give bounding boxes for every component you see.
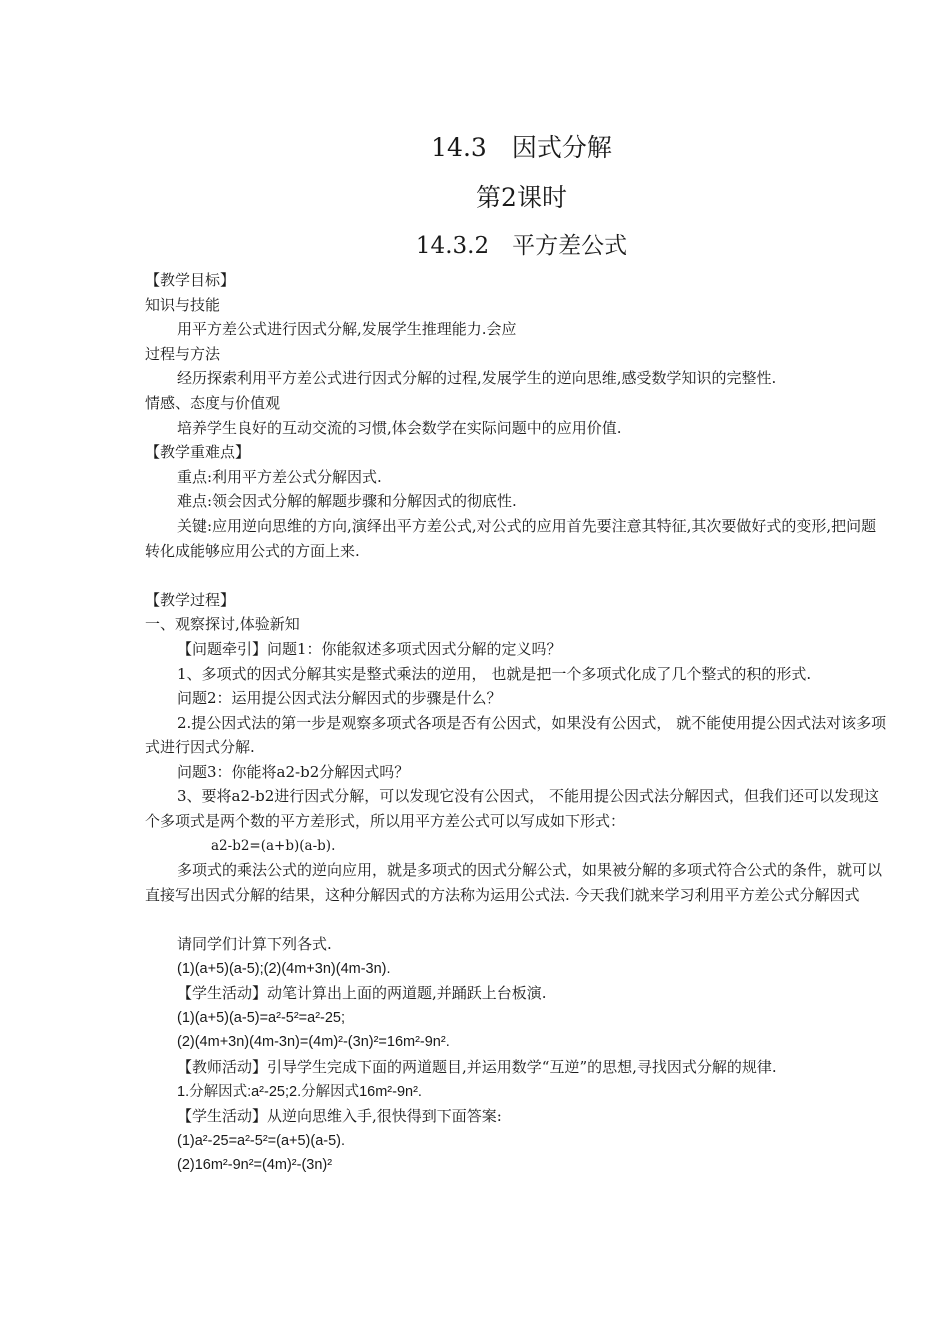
factor-answer-1: (1)a²-25=a²-5²=(a+5)(a-5). xyxy=(177,1132,346,1149)
student-activity-1: 【学生活动】动笔计算出上面的两道题,并踊跃上台板演. xyxy=(177,984,547,1003)
question-3: 问题3：你能将a2-b2分解因式吗？ xyxy=(177,762,410,781)
solution-1: (1)(a+5)(a-5)=a²-5²=a²-25; xyxy=(177,1009,346,1026)
exercise-expressions: (1)(a+5)(a-5);(2)(4m+3n)(4m-3n). xyxy=(177,960,391,977)
factor-answer-2: (2)16m²-9n²=(4m)²-(3n)² xyxy=(177,1157,333,1174)
lesson-subtitle: 第2课时 xyxy=(476,183,567,212)
subheading-observe-explore: 一、观察探讨,体验新知 xyxy=(145,615,300,634)
blank-line xyxy=(145,907,890,932)
paragraph-difficult-point: 难点:领会因式分解的解题步骤和分解因式的彻底性. xyxy=(177,492,517,511)
question-2: 问题2：运用提公因式法分解因式的步骤是什么？ xyxy=(177,689,502,708)
teacher-activity: 【教师活动】引导学生完成下面的两道题目,并运用数学“互逆”的思想,寻找因式分解的规律. xyxy=(177,1058,777,1076)
chapter-title: 14.3 因式分解 xyxy=(431,133,612,162)
answer-3: 3、要将a2-b2进行因式分解，可以发现它没有公因式， 不能用提公因式法分解因式，但我们还可以发现这个多项式是两个数的平方差形式，所以用平方差公式可以写成如下形式： xyxy=(145,787,880,831)
answer-2: 2.提公因式法的第一步是观察多项式各项是否有公因式，如果没有公因式， 就不能使用提公因式法对该多项式进行因式分解. xyxy=(145,713,887,757)
paragraph-attitude-values: 培养学生良好的互动交流的习惯,体会数学在实际问题中的应用价值. xyxy=(177,418,622,437)
subheading-process-methods: 过程与方法 xyxy=(145,344,221,363)
heading-teaching-goals: 【教学目标】 xyxy=(145,271,236,289)
paragraph-formula-method: 多项式的乘法公式的逆向应用，就是多项式的因式分解公式，如果被分解的多项式符合公式的条件，就可以直接写出因式分解的结果，这种分解因式的方法称为运用公式法. 今天我们就来学习利用平方差公式分解因式 xyxy=(145,861,883,904)
student-activity-2: 【学生活动】从逆向思维入手,很快得到下面答案: xyxy=(177,1107,502,1126)
subheading-knowledge-skills: 知识与技能 xyxy=(145,295,221,314)
section-title: 14.3.2 平方差公式 xyxy=(415,233,628,259)
heading-teaching-process: 【教学过程】 xyxy=(145,590,236,609)
paragraph-compute-prompt: 请同学们计算下列各式. xyxy=(177,935,332,954)
heading-key-difficult-points: 【教学重难点】 xyxy=(145,443,251,462)
paragraph-key: 关键:应用逆向思维的方向,演绎出平方差公式,对公式的应用首先要注意其特征,其次要做好式的变形,把问题转化成能够应用公式的方面上来. xyxy=(145,516,877,560)
answer-1: 1、多项式的因式分解其实是整式乘法的逆用， 也就是把一个多项式化成了几个整式的积的形式. xyxy=(177,664,812,683)
paragraph-knowledge-skills: 用平方差公式进行因式分解,发展学生推理能力.会应 xyxy=(177,320,517,339)
question-1: 【问题牵引】问题1：你能叙述多项式因式分解的定义吗？ xyxy=(177,639,562,658)
blank-line xyxy=(145,563,890,588)
subheading-attitude-values: 情感、态度与价值观 xyxy=(145,393,281,412)
factor-exercises: 1.分解因式:a²-25;2.分解因式16m²-9n². xyxy=(177,1083,422,1100)
document-page xyxy=(145,130,890,1178)
solution-2: (2)(4m+3n)(4m-3n)=(4m)²-(3n)²=16m²-9n². xyxy=(177,1034,450,1051)
paragraph-process-methods: 经历探索利用平方差公式进行因式分解的过程,发展学生的逆向思维,感受数学知识的完整性. xyxy=(177,369,777,388)
paragraph-key-point: 重点:利用平方差公式分解因式. xyxy=(177,467,382,486)
formula-difference-of-squares: a2-b2=(a+b)(a-b). xyxy=(211,837,336,854)
